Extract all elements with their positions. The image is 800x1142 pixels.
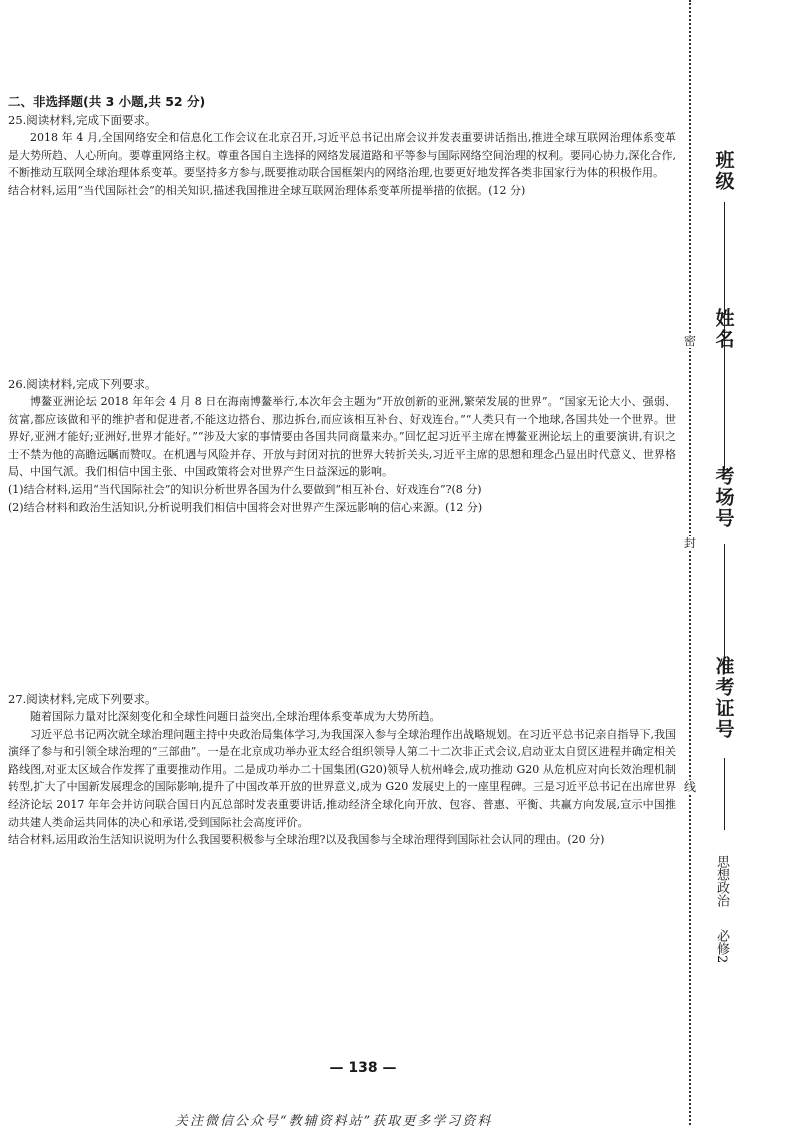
question-25-task: 结合材料,运用“当代国际社会”的相关知识,描述我国推进全球互联网治理体系变革所提举措的依据。(12 分) [8, 183, 526, 197]
question-26 [8, 376, 676, 516]
field-name-label: 姓名 [712, 308, 735, 350]
question-26-title: 26.阅读材料,完成下列要求。 [8, 377, 157, 391]
question-27-task: 结合材料,运用政治生活知识说明为什么我国要积极参与全球治理?以及我国参与全球治理得到国际社会认同的理由。(20 分) [8, 833, 605, 847]
field-exam-room [708, 466, 738, 529]
section-title: 二、非选择题(共 3 小题,共 52 分) [8, 94, 206, 109]
field-class [708, 150, 738, 192]
question-27 [8, 691, 676, 849]
question-27-para1: 随着国际力量对比深刻变化和全球性问题日益突出,全球治理体系变革成为大势所趋。 [30, 710, 441, 723]
page-number: — 138 — [329, 1060, 397, 1076]
subject-label [712, 855, 730, 964]
field-name-rule [724, 360, 725, 470]
question-25 [8, 112, 676, 199]
field-admission-number-label: 准考证号 [712, 656, 735, 740]
field-admission-number [708, 656, 738, 740]
field-class-label: 班级 [712, 150, 735, 192]
field-admission-number-rule [724, 758, 725, 830]
seal-mark-feng: 封 [681, 536, 699, 550]
question-27-title: 27.阅读材料,完成下列要求。 [8, 692, 157, 706]
question-27-para2: 习近平总书记两次就全球治理问题主持中央政治局集体学习,为我国深入参与全球治理作出战略规划。在习近平总书记亲自指导下,我国演绎了参与和引领全球治理的“三部曲”。一是在北京成功举办亚太经合组织领导人第二十二次非正式会议,启动亚太自贸区进程并确定相关路线图,对亚太区域合作发挥了重要推动作用。二是成功举办二十国集团(G20)领导人杭州峰会,成功推动 G20 从危机应对向长效治理机制转型,扩大了中国新发展理念的国际影响,提升了中国改革开放的世界意义,成为 G20 发展史上的一座里程碑。三是习近平总书记在出席世界经济论坛 2017 年年会并访问联合国日内瓦总部时发表重要讲话,推动经济全球化向开放、包容、普惠、平衡、共赢方向发展,宣示中国推动共建人类命运共同体的决心和承诺,受到国际社会高度评价。 [8, 727, 676, 829]
subject-volume: 必修2 [714, 929, 729, 964]
seal-mark-mi: 密 [681, 334, 699, 348]
footer-note: 关注微信公众号“教辅资料站”获取更多学习资料 [175, 1114, 493, 1129]
question-26-material: 博鳌亚洲论坛 2018 年年会 4 月 8 日在海南博鳌举行,本次年会主题为“开放创新的亚洲,繁荣发展的世界”。“国家无论大小、强弱、贫富,都应该做和平的维护者和促进者,不能这边搭台、那边拆台,而应该相互补台、好戏连台。”“人类只有一个地球,各国共处一个世界。世界好,亚洲才能好;亚洲好,世界才能好。”“涉及大家的事情要由各国共同商量来办。”回忆起习近平主席在博鳌亚洲论坛上的重要演讲,有识之士不禁为他的高瞻远瞩而赞叹。在机遇与风险并存、开放与封闭对抗的世界大转折关头,习近平主席的思想和理念凸显出时代意义、世界格局、中国气派。我们相信中国主张、中国政策将会对世界产生日益深远的影响。 [8, 395, 676, 479]
subject-name: 思想政治 [714, 855, 729, 907]
field-exam-room-label: 考场号 [712, 466, 735, 529]
question-25-material: 2018 年 4 月,全国网络安全和信息化工作会议在北京召开,习近平总书记出席会议并发表重要讲话指出,推进全球互联网治理体系变革是大势所趋、人心所向。要尊重网络主权。尊重各国自主选择的网络发展道路和平等参与国际网络空间治理的权利。要同心协力,深化合作,不断推动互联网全球治理体系变革。要坚持多方参与,既要推动联合国框架内的网络治理,也要更好地发挥各类非国家行为体的积极作用。 [8, 131, 676, 180]
seal-mark-xian: 线 [681, 780, 699, 794]
question-26-sub2: (2)结合材料和政治生活知识,分析说明我们相信中国将会对世界产生深远影响的信心来源。(12 分) [8, 500, 483, 514]
question-25-title: 25.阅读材料,完成下面要求。 [8, 113, 157, 127]
exam-content [8, 94, 676, 847]
binding-dotted-line [689, 0, 691, 1125]
field-exam-room-rule [724, 544, 725, 674]
question-26-sub1: (1)结合材料,运用“当代国际社会”的知识分析世界各国为什么要做到“相互补台、好戏连台”?(8 分) [8, 482, 482, 496]
field-name [708, 308, 738, 350]
